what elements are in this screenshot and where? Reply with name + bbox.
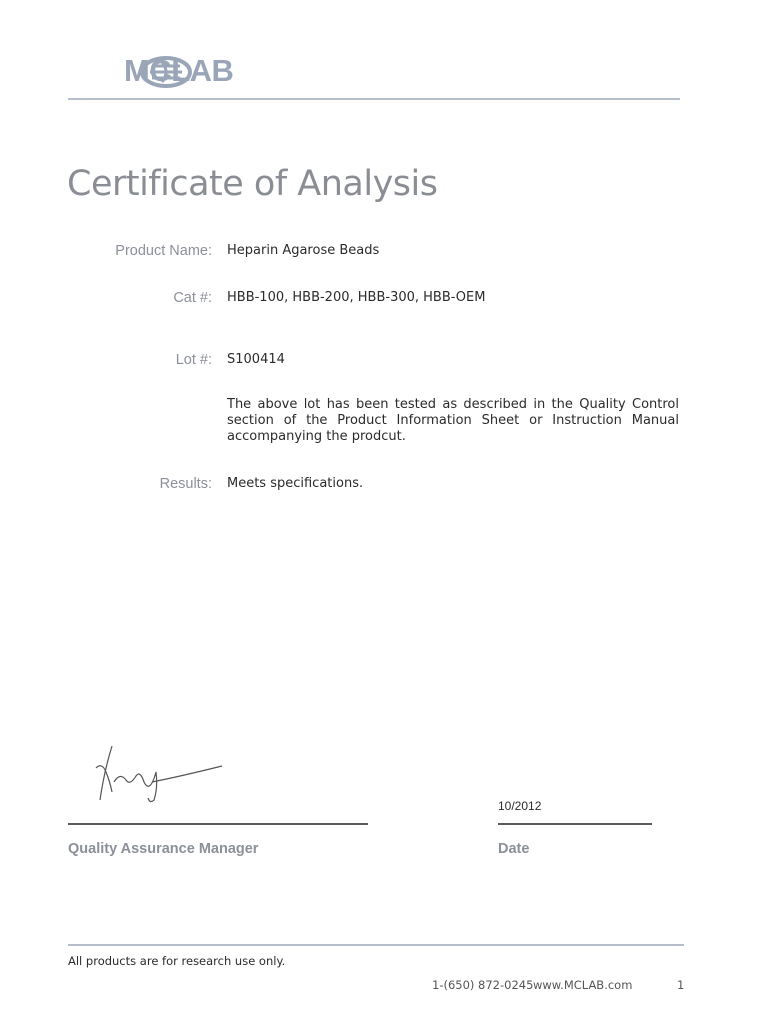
footer-phone: 1-(650) 872-0245 (432, 978, 534, 992)
qc-note: The above lot has been tested as described in the Quality Control section of the Product Information Sheet or Instruction Manual accompanying the prodcut. (227, 397, 679, 444)
lot-number-value: S100414 (227, 352, 285, 367)
footer-divider (68, 944, 684, 946)
disclaimer: All products are for research use only. (68, 954, 286, 968)
header-divider (68, 98, 680, 100)
cat-number-label: Cat #: (173, 290, 212, 306)
document-title: Certificate of Analysis (67, 164, 438, 204)
results-value: Meets specifications. (227, 476, 364, 491)
footer-website: www.MCLAB.com (533, 978, 633, 992)
date-value: 10/2012 (498, 799, 542, 813)
signature-icon (92, 742, 232, 806)
lot-number-label: Lot #: (175, 352, 212, 368)
date-line (498, 823, 652, 825)
results-label: Results: (159, 476, 212, 492)
role-label: Quality Assurance Manager (68, 841, 259, 857)
date-label: Date (498, 841, 530, 857)
product-name-label: Product Name: (115, 243, 212, 259)
cat-number-value: HBB-100, HBB-200, HBB-300, HBB-OEM (227, 290, 486, 305)
brand-name: MCLAB (124, 53, 234, 88)
page-number: 1 (677, 978, 685, 992)
signature-line (68, 823, 368, 825)
product-name-value: Heparin Agarose Beads (227, 243, 380, 258)
